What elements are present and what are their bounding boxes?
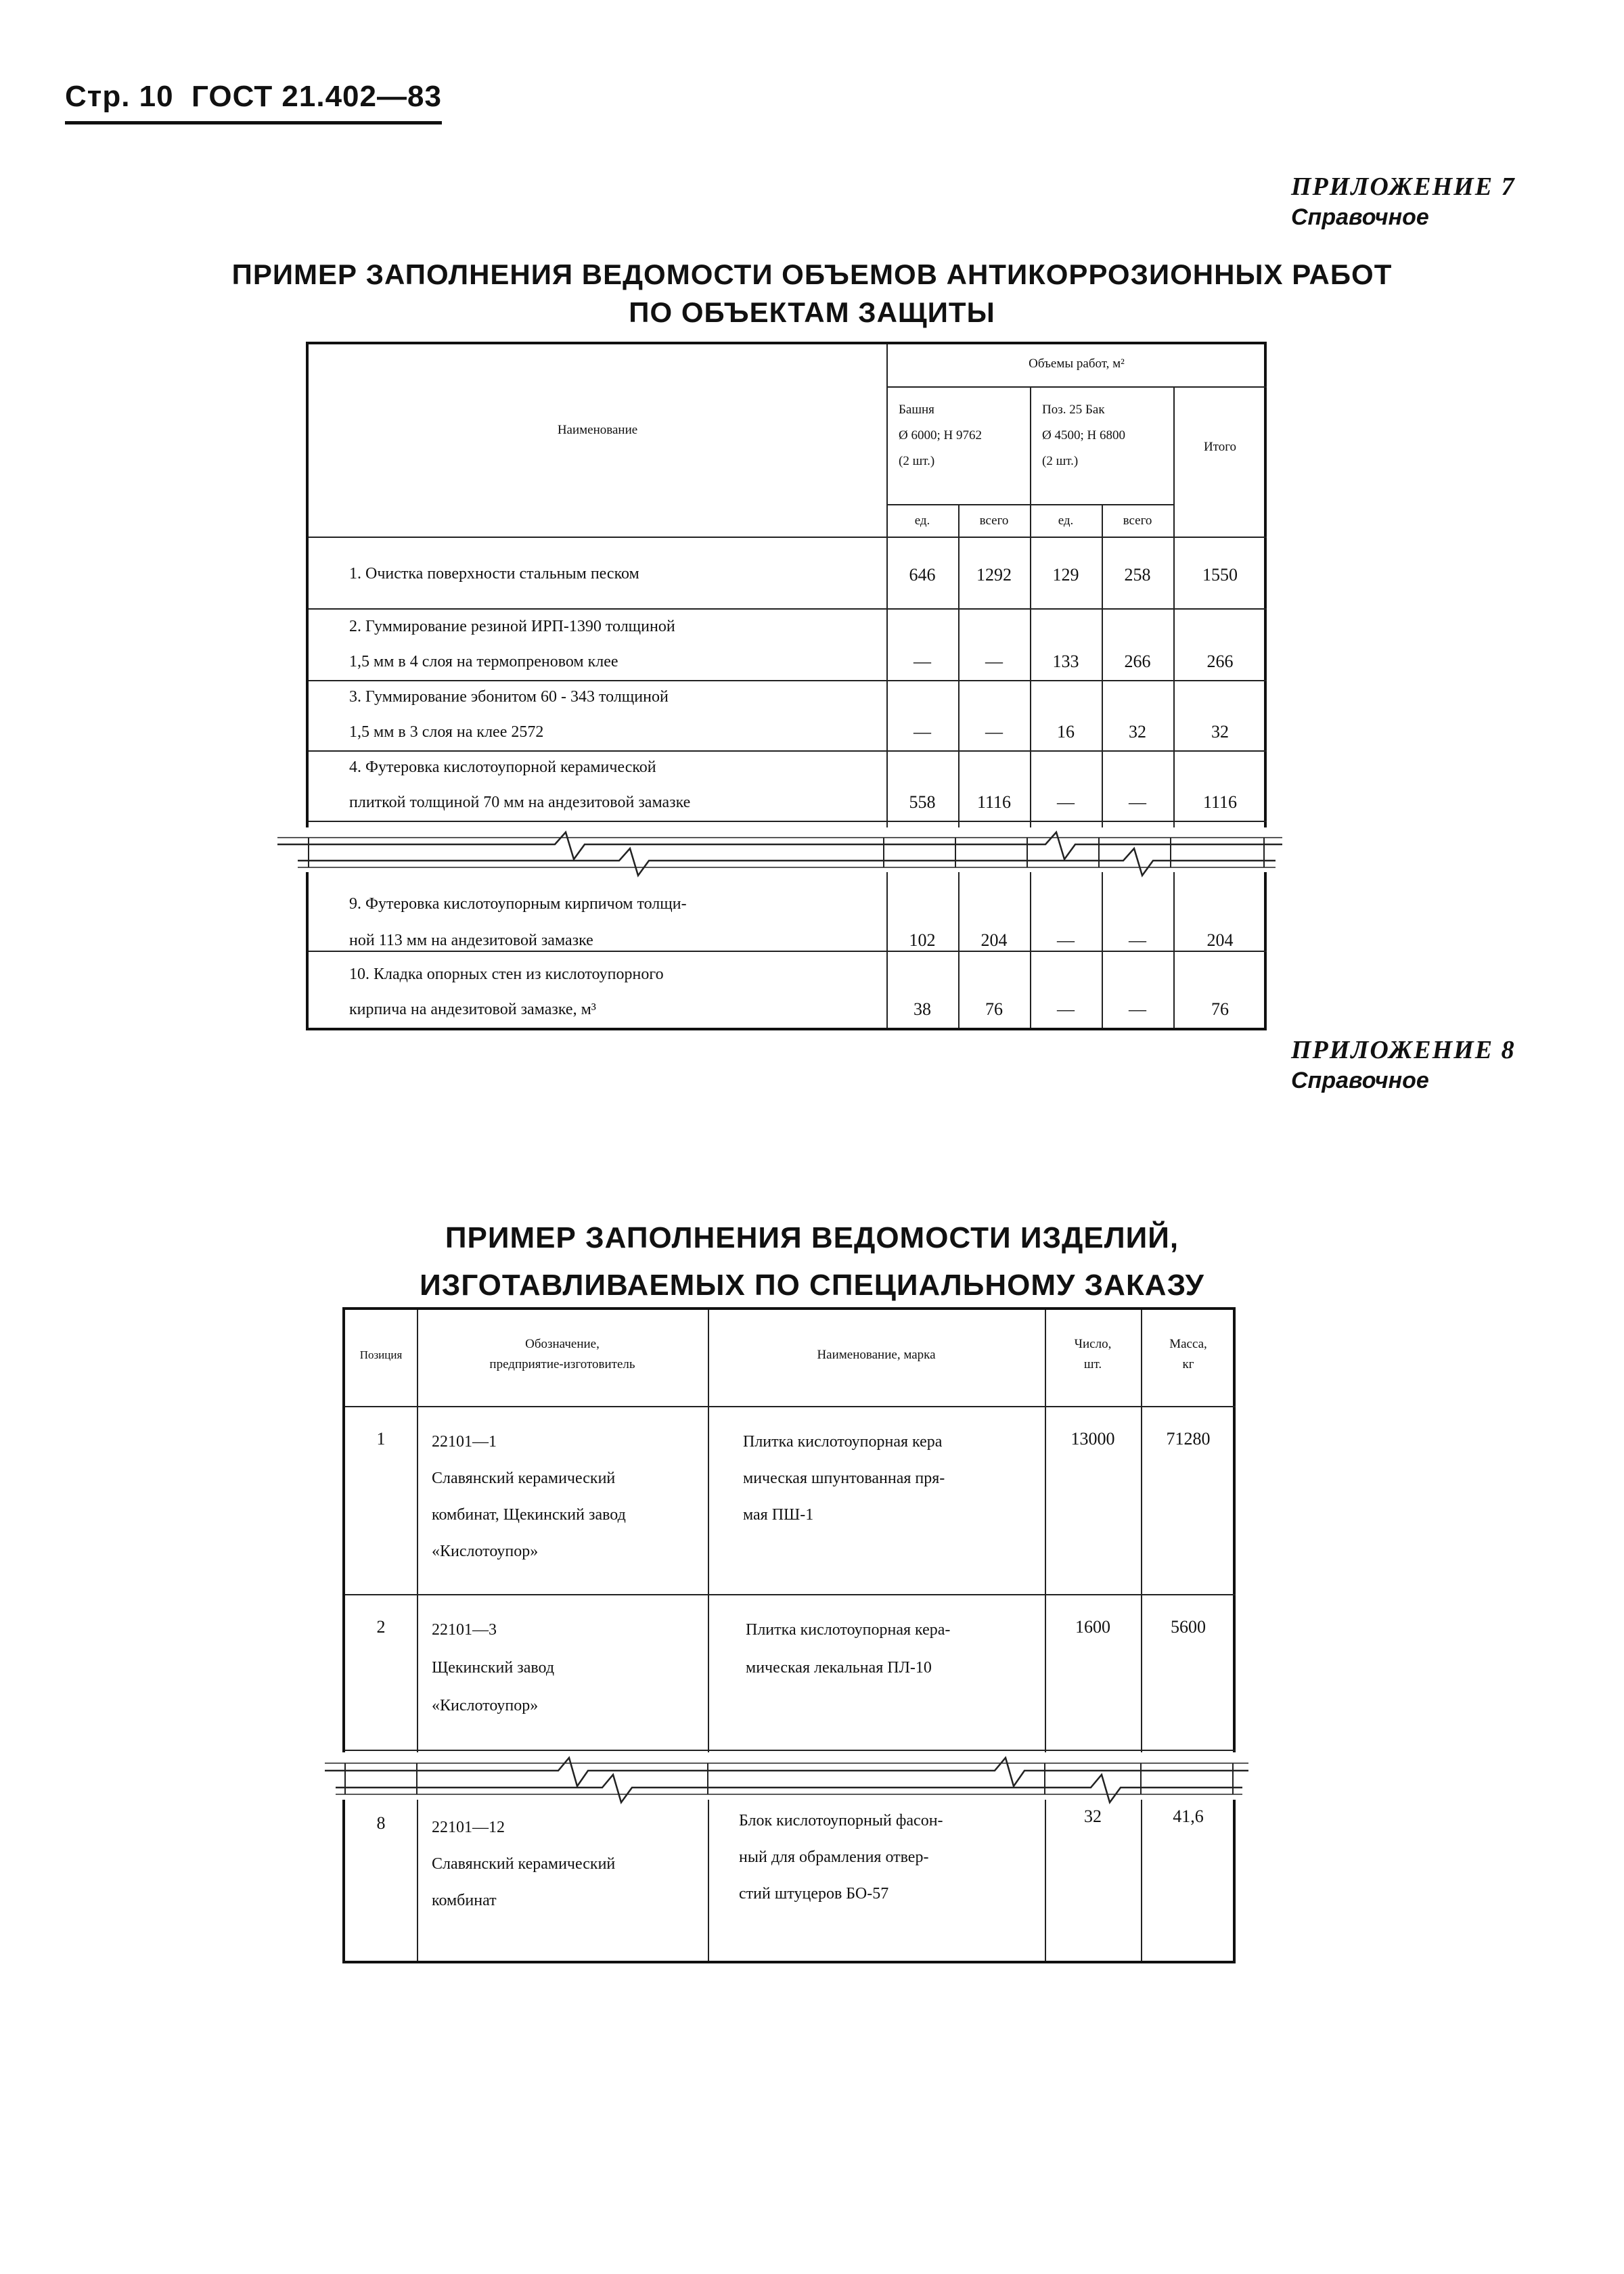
col-header-mass-1: Масса, <box>1169 1337 1207 1351</box>
item-1-maker-line1: Славянский керамический <box>432 1470 616 1487</box>
col-header-tank-1: Поз. 25 Бак <box>1042 403 1105 417</box>
col-header-tower-1: Башня <box>899 403 934 417</box>
col-header-position: Позиция <box>359 1348 403 1361</box>
row-2-name-line1: 2. Гуммирование резиной ИРП-1390 толщиной <box>349 618 675 635</box>
appendix7-type: Справочное <box>1291 204 1429 230</box>
item-1-quantity: 13000 <box>1070 1429 1115 1449</box>
standard-code: ГОСТ 21.402—83 <box>191 80 442 113</box>
item-1-maker-line2: комбинат, Щекинский завод <box>432 1506 626 1524</box>
col-header-product-name: Наименование, марка <box>817 1348 936 1362</box>
row-2-all-2: 266 <box>1124 652 1151 671</box>
item-8-name-line2: ный для обрамления отвер- <box>739 1848 929 1866</box>
row-3-all: — <box>985 722 1003 742</box>
row-4-name-line1: 4. Футеровка кислотоупорной керамической <box>349 758 656 776</box>
row-1-total: 1550 <box>1202 565 1238 585</box>
col-header-total: Итого <box>1203 440 1237 454</box>
appendix7-label: ПРИЛОЖЕНИЕ 7 <box>1291 173 1516 201</box>
item-8-quantity: 32 <box>1084 1806 1102 1826</box>
row-3-name-line1: 3. Гуммирование эбонитом 60 - 343 толщиной <box>349 688 669 706</box>
item-2-name-line1: Плитка кислотоупорная кера- <box>746 1621 951 1639</box>
item-2-maker-line2: «Кислотоупор» <box>432 1697 539 1714</box>
item-1-name-line3: мая ПШ-1 <box>743 1506 814 1524</box>
page-number: Стр. 10 <box>65 80 174 113</box>
item-2-name-line2: мическая лекальная ПЛ-10 <box>746 1659 932 1677</box>
sub-header-unit-2: ед. <box>1058 514 1074 528</box>
row-3-name-line2: 1,5 мм в 3 слоя на клее 2572 <box>349 723 544 741</box>
row-4-total: 1116 <box>1202 792 1238 812</box>
row-9-name-line2: ной 113 мм на андезитовой замазке <box>349 932 593 949</box>
col-header-tank-2: Ø 4500; H 6800 <box>1042 428 1125 442</box>
row-10-name-line1: 10. Кладка опорных стен из кислотоупорного <box>349 965 664 983</box>
row-10-all: 76 <box>985 999 1003 1019</box>
row-9-unit-2: — <box>1057 930 1075 950</box>
col-header-mass-2: кг <box>1182 1357 1194 1371</box>
item-1-mass: 71280 <box>1166 1429 1211 1449</box>
col-header-tower-3: (2 шт.) <box>899 454 935 468</box>
item-1-name-line1: Плитка кислотоупорная кера <box>743 1433 943 1451</box>
appendix8-label: ПРИЛОЖЕНИЕ 8 <box>1291 1036 1516 1064</box>
row-9-name-line1: 9. Футеровка кислотоупорным кирпичом толщи- <box>349 895 687 913</box>
row-10-unit-2: — <box>1057 999 1075 1019</box>
appendix7-title-line1: ПРИМЕР ЗАПОЛНЕНИЯ ВЕДОМОСТИ ОБЪЕМОВ АНТИКОРРОЗИОННЫХ РАБОТ <box>231 258 1393 290</box>
row-3-all-2: 32 <box>1129 722 1146 742</box>
row-9-unit: 102 <box>909 930 936 950</box>
row-4-unit: 558 <box>909 792 936 812</box>
item-2-mass: 5600 <box>1171 1617 1206 1637</box>
item-1-position: 1 <box>376 1429 386 1449</box>
item-1-name-line2: мическая шпунтованная пря- <box>743 1470 945 1487</box>
row-10-all-2: — <box>1129 999 1146 1019</box>
row-4-unit-2: — <box>1057 792 1075 812</box>
item-1-code: 22101—1 <box>432 1433 497 1451</box>
item-8-maker-line2: комбинат <box>432 1892 497 1909</box>
row-2-total: 266 <box>1206 652 1234 671</box>
col-header-name: Наименование <box>557 423 638 437</box>
appendix8-title-line1: ПРИМЕР ЗАПОЛНЕНИЯ ВЕДОМОСТИ ИЗДЕЛИЙ, <box>445 1221 1179 1254</box>
row-1-unit: 646 <box>909 565 936 585</box>
row-3-unit: — <box>914 722 931 742</box>
row-1-unit-2: 129 <box>1052 565 1079 585</box>
row-3-total: 32 <box>1211 722 1229 742</box>
col-header-code-1: Обозначение, <box>525 1337 600 1351</box>
item-8-name-line1: Блок кислотоупорный фасон- <box>739 1812 943 1829</box>
appendix8-title-line2: ИЗГОТАВЛИВАЕМЫХ ПО СПЕЦИАЛЬНОМУ ЗАКАЗУ <box>420 1269 1204 1302</box>
row-1-all-2: 258 <box>1124 565 1151 585</box>
row-2-unit-2: 133 <box>1052 652 1079 671</box>
row-9-all: 204 <box>980 930 1008 950</box>
row-10-name-line2: кирпича на андезитовой замазке, м³ <box>349 1001 596 1018</box>
item-2-quantity: 1600 <box>1075 1617 1110 1637</box>
row-10-unit: 38 <box>914 999 931 1019</box>
col-header-tank-3: (2 шт.) <box>1042 454 1079 468</box>
row-10-total: 76 <box>1211 999 1229 1019</box>
col-header-qty-1: Число, <box>1074 1337 1112 1351</box>
row-2-all: — <box>985 652 1003 671</box>
item-8-mass: 41,6 <box>1173 1806 1204 1826</box>
col-header-code-2: предприятие-изготовитель <box>489 1357 635 1371</box>
sub-header-all-2: всего <box>1123 514 1152 528</box>
item-8-maker-line1: Славянский керамический <box>432 1855 616 1873</box>
row-9-all-2: — <box>1129 930 1146 950</box>
row-1-all: 1292 <box>976 565 1012 585</box>
sub-header-all: всего <box>979 514 1009 528</box>
item-8-position: 8 <box>376 1813 386 1833</box>
col-header-tower-2: Ø 6000; H 9762 <box>899 428 982 442</box>
appendix7-title-line2: ПО ОБЪЕКТАМ ЗАЩИТЫ <box>629 296 995 328</box>
row-4-all: 1116 <box>976 792 1012 812</box>
item-8-name-line3: стий штуцеров БО-57 <box>739 1885 889 1903</box>
row-1-name: 1. Очистка поверхности стальным песком <box>349 565 639 583</box>
item-2-position: 2 <box>376 1617 386 1637</box>
item-8-code: 22101—12 <box>432 1819 505 1836</box>
row-4-name-line2: плиткой толщиной 70 мм на андезитовой замазке <box>349 794 691 811</box>
col-header-qty-2: шт. <box>1083 1357 1102 1371</box>
item-1-maker-line3: «Кислотоупор» <box>432 1543 539 1560</box>
row-9-total: 204 <box>1206 930 1234 950</box>
appendix8-type: Справочное <box>1291 1068 1429 1093</box>
row-4-all-2: — <box>1129 792 1146 812</box>
item-2-maker-line1: Щекинский завод <box>432 1659 555 1677</box>
sub-header-unit: ед. <box>914 514 930 528</box>
row-3-unit-2: 16 <box>1057 722 1075 742</box>
item-2-code: 22101—3 <box>432 1621 497 1639</box>
row-2-unit: — <box>914 652 931 671</box>
col-header-volumes: Объемы работ, м² <box>1029 357 1125 371</box>
row-2-name-line2: 1,5 мм в 4 слоя на термопреновом клее <box>349 653 618 670</box>
